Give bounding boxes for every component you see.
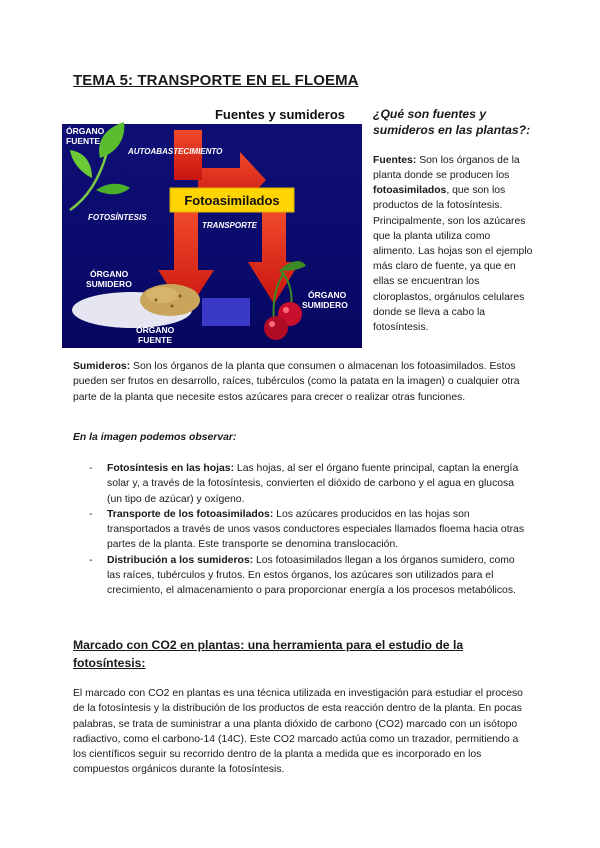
list-item	[89, 461, 529, 507]
fuentes-text-2: , que son los productos de la fotosíntesis. Principalmente, son los azúcares que la planta utiliza como alimento. Las hojas son el ejemplo más claro de fuente, ya que en ellas se encuentran los cloroplastos, orgánulos celulares donde se lleva a cabo la fotosíntesis.	[373, 185, 533, 334]
label-organo-fuente-top-1: ÓRGANO	[66, 126, 105, 136]
list-item-label: Distribución a los sumideros:	[107, 554, 254, 566]
side-column	[373, 106, 533, 335]
label-organo-fuente-bottom-2: FUENTE	[138, 335, 172, 345]
label-autoabastecimiento: AUTOABASTECIMIENTO	[128, 147, 223, 156]
label-organo-fuente-top-2: FUENTE	[66, 136, 100, 146]
figure-illustration	[62, 100, 362, 348]
sumideros-paragraph	[73, 359, 528, 405]
label-organo-fuente-bottom-1: ÓRGANO	[136, 325, 175, 335]
sources-sinks-figure	[62, 100, 362, 348]
fuentes-label: Fuentes:	[373, 154, 417, 166]
label-organo-sumidero-left-2: SUMIDERO	[86, 279, 132, 289]
list-item-text: Los azúcares producidos en las hojas son transportados a través de unos vasos conductores especiales llamados floema hacia otras partes de la planta. Este transporte se denomina translocación.	[107, 508, 525, 551]
label-transporte: TRANSPORTE	[202, 221, 257, 230]
list-item-label: Transporte de los fotoasimilados:	[107, 508, 274, 520]
list-item-text: Los fotoasimilados llegan a los órganos sumidero, como las raíces, tubérculos y frutos. En estos órganos, los azúcares son utilizados para el crecimiento, el almacenamiento o para proporcionar energía a los procesos metabólicos.	[107, 554, 516, 597]
label-organo-sumidero-right-2: SUMIDERO	[302, 300, 348, 310]
label-organo-sumidero-left-1: ÓRGANO	[90, 269, 129, 279]
side-question: ¿Qué son fuentes y sumideros en las plantas?:	[373, 107, 531, 138]
marcado-paragraph: El marcado con CO2 en plantas es una técnica utilizada en investigación para estudiar el proceso de la fotosíntesis y la distribución de los productos de esta reacción dentro de la planta. En pocas palabras, se trata de suministrar a una planta dióxido de carbono (CO2) marcado con un isótopo radiactivo, como el carbono-14 (14C). Este CO2 marcado actúa como un trazador, permitiendo a los científicos seguir su recorrido dentro de la planta a medida que es incorporado en los compuestos orgánicos durante la fotosíntesis.	[73, 688, 523, 776]
observe-heading: En la imagen podemos observar:	[73, 432, 237, 443]
label-organo-sumidero-right-1: ÓRGANO	[308, 290, 347, 300]
list-dash: -	[89, 463, 93, 474]
sumideros-text: Son los órganos de la planta que consumen o almacenan los fotoasimilados. Estos pueden ser frutos en desarrollo, raíces, tubérculos (como la patata en la imagen) o cualquier otra parte de la planta que necesite estos azúcares para crecer o realizar otras funciones.	[73, 361, 520, 403]
potato-icon	[140, 284, 200, 316]
list-item	[89, 507, 529, 553]
section-title: Marcado con CO2 en plantas: una herramienta para el estudio de la fotosíntesis:	[73, 638, 464, 670]
list-item-label: Fotosíntesis en las hojas:	[107, 463, 235, 474]
list-dash: -	[89, 508, 93, 520]
figure-header: Fuentes y sumideros	[214, 107, 346, 122]
sumideros-label: Sumideros:	[73, 361, 131, 372]
page-title: TEMA 5: TRANSPORTE EN EL FLOEMA	[73, 72, 359, 89]
list-item	[89, 553, 529, 599]
label-fotosintesis: FOTOSÍNTESIS	[88, 213, 147, 222]
list-dash: -	[89, 554, 93, 566]
fuentes-text-1: Son los órganos de la planta donde se producen los	[373, 154, 520, 182]
list-item-text: Las hojas, al ser el órgano fuente principal, captan la energía solar y, a través de la fotosíntesis, convierten el dióxido de carbono y el agua en glucosa (un tipo de azúcar) y oxígeno.	[107, 463, 519, 505]
observe-list	[89, 461, 529, 599]
fuentes-bold: fotoasimilados	[373, 185, 447, 197]
figure-blue-block	[202, 298, 250, 326]
fotoasimilados-label: Fotoasimilados	[184, 193, 280, 208]
fuentes-paragraph	[373, 153, 533, 335]
